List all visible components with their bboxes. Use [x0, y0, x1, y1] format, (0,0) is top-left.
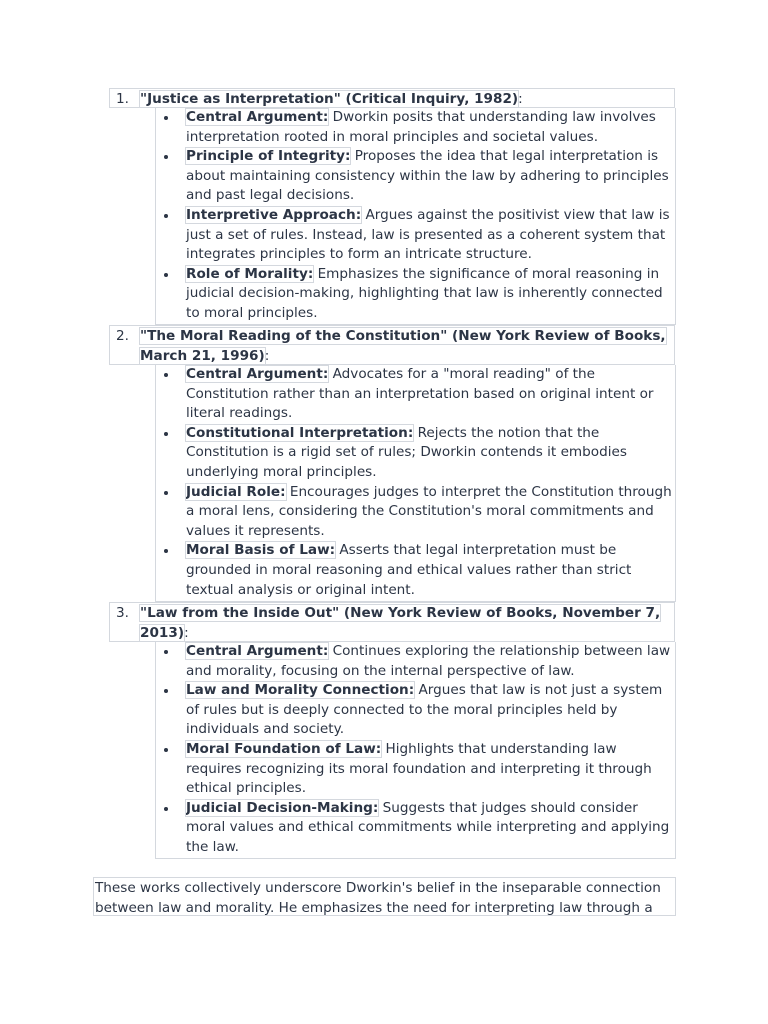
- point-term: Judicial Role:: [186, 483, 286, 500]
- point-text: Encourages judges to interpret the Constitution through a moral lens, considering the Constitution's moral commitments and values it represents.: [186, 483, 672, 539]
- point-term: Role of Morality:: [186, 265, 314, 282]
- title-suffix: :: [264, 347, 270, 364]
- summary-paragraph: These works collectively underscore Dworkin's belief in the inseparable connection between law and morality. He emphasizes the need for interpreting law through a: [93, 877, 676, 916]
- point-term: Moral Foundation of Law:: [186, 740, 382, 757]
- list-item: [156, 147, 675, 206]
- point-text: Advocates for a "moral reading" of the Constitution rather than an interpretation based on original intent or literal readings.: [186, 366, 654, 422]
- point-term: Central Argument:: [186, 366, 329, 382]
- point-term: Constitutional Interpretation:: [186, 424, 414, 441]
- list-number: 3.: [116, 605, 129, 621]
- point-text: Proposes the idea that legal interpretation is about maintaining consistency within the law by adhering to principles and past legal decisions.: [186, 148, 669, 204]
- list-item: [156, 799, 675, 858]
- point-text: Highlights that understanding law requires recognizing its moral foundation and interpreting it through ethical principles.: [186, 740, 652, 797]
- point-term: Law and Morality Connection:: [186, 682, 415, 699]
- work-heading-2: [109, 325, 675, 365]
- point-term: Principle of Integrity:: [186, 148, 351, 165]
- point-term: Judicial Decision-Making:: [186, 799, 379, 816]
- title-suffix: :: [184, 624, 189, 641]
- point-text: Suggests that judges should consider moral values and ethical commitments while interpreting and applying the law.: [186, 799, 670, 855]
- work-title: "The Moral Reading of the Constitution" (New York Review of Books, March 21, 1996): [140, 328, 666, 364]
- work-heading-3: [109, 602, 675, 642]
- point-text: Asserts that legal interpretation must be grounded in moral reasoning and ethical values rather than strict textual analysis or original intent.: [186, 542, 632, 598]
- work-points-3: [155, 642, 676, 859]
- work-heading-1: [109, 88, 675, 108]
- list-item: [156, 681, 675, 740]
- point-term: Central Argument:: [186, 109, 329, 125]
- work-title: "Law from the Inside Out" (New York Review of Books, November 7, 2013): [140, 605, 661, 641]
- work-title: "Justice as Interpretation" (Critical Inquiry, 1982): [140, 91, 519, 107]
- point-text: Argues that law is not just a system of rules but is deeply connected to the moral principles held by individuals and society.: [186, 682, 663, 738]
- work-points-1: [155, 108, 676, 325]
- list-item: [156, 483, 675, 542]
- list-number: 2.: [116, 328, 129, 344]
- point-term: Interpretive Approach:: [186, 206, 362, 223]
- work-points-2: [155, 365, 676, 602]
- list-item: [156, 642, 675, 681]
- point-text: Argues against the positivist view that law is just a set of rules. Instead, law is presented as a coherent system that integrates principles to form an intricate structure.: [186, 206, 670, 263]
- list-number: 1.: [116, 91, 129, 107]
- list-item: [156, 265, 675, 324]
- list-item: [156, 541, 675, 600]
- list-item: [156, 206, 675, 265]
- point-text: Dworkin posits that understanding law involves interpretation rooted in moral principles and societal values.: [186, 109, 656, 145]
- list-item: [156, 424, 675, 483]
- point-term: Central Argument:: [186, 643, 329, 659]
- list-item: [156, 740, 675, 799]
- point-text: Emphasizes the significance of moral reasoning in judicial decision-making, highlighting that law is inherently connected to moral principles.: [186, 265, 663, 321]
- point-text: Continues exploring the relationship between law and morality, focusing on the internal perspective of law.: [186, 643, 671, 679]
- point-term: Moral Basis of Law:: [186, 542, 336, 559]
- list-item: [156, 108, 675, 147]
- list-item: [156, 365, 675, 424]
- point-text: Rejects the notion that the Constitution is a rigid set of rules; Dworkin contends it embodies underlying moral principles.: [186, 424, 627, 480]
- title-suffix: :: [518, 91, 523, 107]
